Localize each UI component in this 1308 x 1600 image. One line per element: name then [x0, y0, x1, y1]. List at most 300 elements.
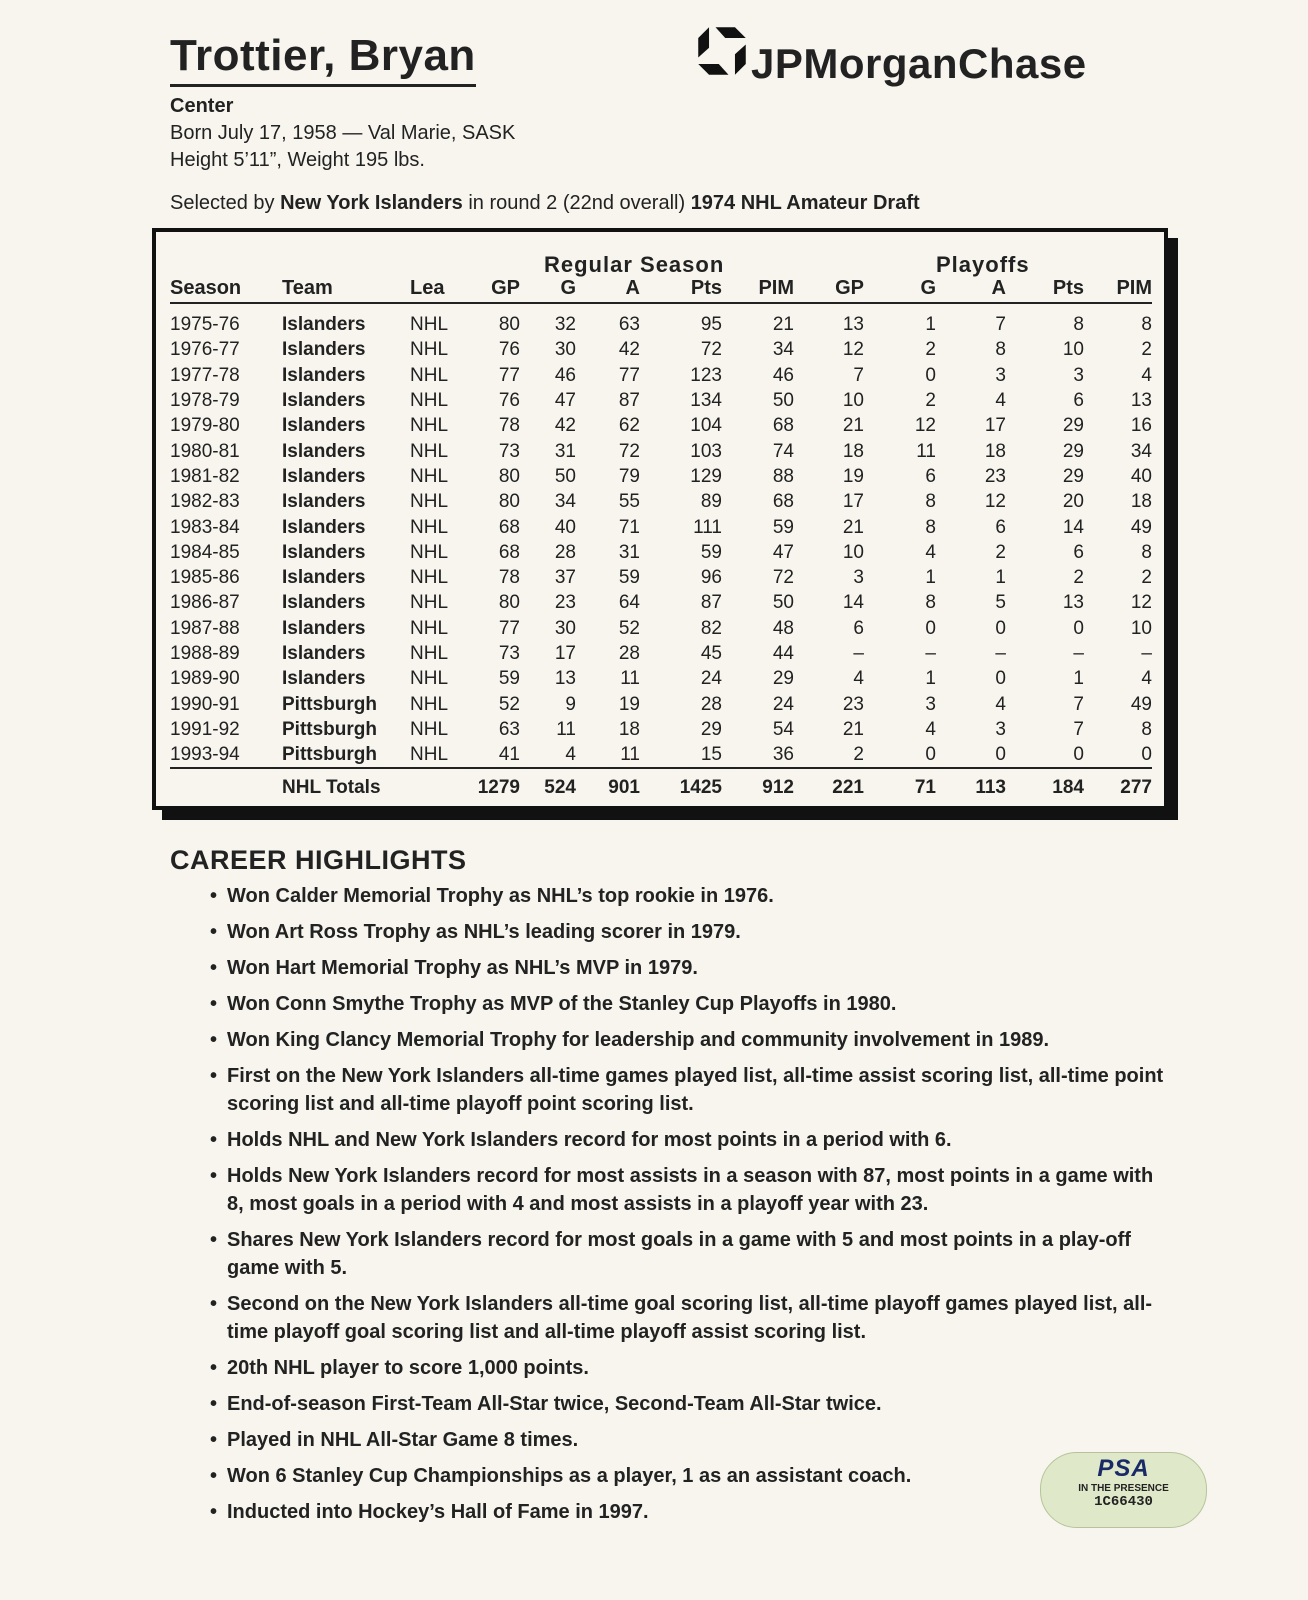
stats-cell: 29: [700, 718, 722, 740]
stats-col-header: Pts: [640, 274, 722, 303]
table-row: [170, 565, 1152, 590]
stats-cell: 13: [842, 314, 864, 336]
stats-cell: 87: [700, 592, 722, 614]
stats-cell: NHL: [410, 643, 449, 664]
stats-cell: 1979-80: [170, 415, 240, 437]
stats-cell: 24: [700, 668, 722, 690]
stats-cell: 23: [842, 693, 864, 715]
stats-cell: 1: [1073, 668, 1084, 690]
stats-cell: Islanders: [282, 643, 366, 664]
stats-cell: 95: [700, 314, 722, 336]
stats-cell: 23: [984, 465, 1006, 487]
psa-subtitle: IN THE PRESENCE: [1078, 1483, 1169, 1494]
stats-cell: 52: [498, 693, 520, 715]
stats-cell: 28: [618, 643, 640, 664]
stats-cell: NHL: [410, 440, 449, 462]
totals-cell: [410, 768, 468, 801]
stats-cell: 59: [498, 668, 520, 690]
stats-cell: 10: [1130, 617, 1152, 639]
stats-cell: 4: [565, 744, 576, 766]
totals-cell: 524: [520, 768, 576, 801]
stats-cell: 46: [554, 364, 576, 386]
totals-cell: 221: [794, 768, 864, 801]
totals-cell: 901: [576, 768, 640, 801]
stats-cell: 42: [618, 339, 640, 361]
stats-cell: 12: [914, 415, 936, 437]
stats-cell: 3: [1073, 364, 1084, 386]
stats-cell: NHL: [410, 541, 449, 563]
totals-cell: 71: [864, 768, 936, 801]
stats-cell: Pittsburgh: [282, 744, 377, 766]
stats-cell: 41: [498, 744, 520, 766]
stats-cell: 32: [554, 314, 576, 336]
stats-cell: 0: [995, 668, 1006, 690]
stats-cell: 1: [995, 567, 1006, 589]
stats-cell: 36: [772, 744, 794, 766]
stats-cell: 2: [1073, 567, 1084, 589]
stats-col-header: Team: [282, 274, 410, 303]
stats-cell: 4: [1141, 668, 1152, 690]
stats-cell: 37: [554, 567, 576, 589]
draft-info: [170, 192, 920, 215]
stats-cell: 29: [1062, 415, 1084, 437]
stats-cell: 76: [498, 339, 520, 361]
stats-cell: 77: [498, 364, 520, 386]
stats-cell: 89: [700, 491, 722, 513]
stats-cell: 13: [1062, 592, 1084, 614]
stats-cell: 8: [925, 592, 936, 614]
stats-cell: 0: [925, 617, 936, 639]
stats-cell: 21: [842, 415, 864, 437]
list-item: • Inducted into Hockey’s Hall of Fame in 1997.: [210, 1498, 1170, 1526]
stats-cell: 1993-94: [170, 744, 240, 766]
stats-cell: 6: [1073, 541, 1084, 563]
list-item: • 20th NHL player to score 1,000 points.: [210, 1354, 1170, 1382]
highlights-title: CAREER HIGHLIGHTS: [170, 845, 467, 875]
stats-col-header: Season: [170, 274, 282, 303]
draft-round: in round 2 (22nd overall): [468, 192, 686, 214]
stats-cell: 3: [995, 718, 1006, 740]
stats-cell: 0: [925, 744, 936, 766]
stats-cell: NHL: [410, 465, 449, 487]
stats-cell: 1: [925, 314, 936, 336]
totals-cell: NHL Totals: [282, 768, 410, 801]
stats-cell: 49: [1130, 693, 1152, 715]
stats-cell: Islanders: [282, 440, 366, 462]
stats-cell: Pittsburgh: [282, 693, 377, 715]
stats-cell: 11: [916, 440, 936, 462]
table-row: [170, 489, 1152, 514]
stats-cell: 8: [995, 339, 1006, 361]
stats-cell: 6: [995, 516, 1006, 538]
stats-panel: [152, 228, 1168, 810]
playoffs-heading: Playoffs: [936, 252, 1030, 277]
highlights-list: [210, 882, 1170, 1534]
stats-col-header: G: [864, 274, 936, 303]
list-item: • Played in NHL All-Star Game 8 times.: [210, 1426, 1170, 1454]
stats-cell: 68: [498, 516, 520, 538]
table-row: [170, 514, 1152, 539]
stats-cell: 72: [700, 339, 722, 361]
stats-col-header: PIM: [722, 274, 794, 303]
totals-cell: [170, 768, 282, 801]
stats-cell: 4: [1141, 364, 1152, 386]
stats-cell: NHL: [410, 592, 449, 614]
stats-cell: 18: [1130, 491, 1152, 513]
stats-cell: Islanders: [282, 364, 366, 386]
table-row: [170, 363, 1152, 388]
stats-cell: NHL: [410, 617, 449, 639]
list-item: • End-of-season First-Team All-Star twice, Second-Team All-Star twice.: [210, 1390, 1170, 1418]
list-item: • Won Calder Memorial Trophy as NHL’s top rookie in 1976.: [210, 882, 1170, 910]
stats-cell: 123: [690, 364, 722, 386]
stats-col-header: A: [936, 274, 1006, 303]
stats-cell: 29: [1062, 440, 1084, 462]
stats-cell: 63: [498, 718, 520, 740]
stats-cell: 16: [1130, 415, 1152, 437]
player-name: Trottier, Bryan: [170, 30, 476, 87]
list-item: • Won Art Ross Trophy as NHL’s leading scorer in 1979.: [210, 918, 1170, 946]
stats-cell: 87: [618, 390, 640, 412]
stats-cell: 79: [618, 465, 640, 487]
stats-cell: 19: [842, 465, 864, 487]
stats-cell: 78: [498, 567, 520, 589]
stats-cell: NHL: [410, 364, 449, 386]
stats-cell: 6: [853, 617, 864, 639]
stats-cell: 10: [842, 541, 864, 563]
stats-cell: 50: [772, 390, 794, 412]
stats-cell: 78: [498, 415, 520, 437]
stats-cell: –: [995, 643, 1006, 664]
stats-cell: 55: [618, 491, 640, 513]
totals-cell: 1279: [468, 768, 520, 801]
stats-cell: 72: [618, 440, 640, 462]
table-row: [170, 464, 1152, 489]
stats-cell: 8: [925, 491, 936, 513]
stats-cell: 2: [995, 541, 1006, 563]
table-row: [170, 413, 1152, 438]
stats-cell: 68: [772, 415, 794, 437]
stats-cell: Islanders: [282, 592, 366, 614]
psa-cert-number: 1C66430: [1094, 1494, 1153, 1510]
totals-cell: 1425: [640, 768, 722, 801]
draft-prefix: Selected by: [170, 192, 275, 214]
stats-cell: 11: [620, 744, 640, 766]
stats-cell: 28: [554, 541, 576, 563]
stats-cell: 3: [853, 567, 864, 589]
stats-cell: 68: [498, 541, 520, 563]
stats-cell: 3: [925, 693, 936, 715]
player-birth: Born July 17, 1958 — Val Marie, SASK: [170, 122, 516, 144]
totals-cell: 912: [722, 768, 794, 801]
stats-cell: 49: [1130, 516, 1152, 538]
player-bio: [170, 93, 515, 174]
stats-cell: 1: [925, 567, 936, 589]
stats-cell: 17: [842, 491, 864, 513]
stats-cell: 7: [1073, 718, 1084, 740]
stats-cell: 1: [925, 668, 936, 690]
stats-cell: 23: [554, 592, 576, 614]
stats-cell: –: [1073, 643, 1084, 664]
stats-cell: 1987-88: [170, 617, 240, 639]
table-row: [170, 438, 1152, 463]
stats-cell: 1981-82: [170, 465, 240, 487]
table-row: [170, 616, 1152, 641]
stats-cell: 11: [620, 668, 640, 690]
stats-cell: 54: [772, 718, 794, 740]
totals-row: [170, 768, 1152, 801]
stats-cell: 1985-86: [170, 567, 240, 589]
stats-cell: 10: [842, 390, 864, 412]
stats-cell: 18: [842, 440, 864, 462]
stats-cell: 12: [984, 491, 1006, 513]
stats-cell: 40: [1130, 465, 1152, 487]
stats-cell: 21: [842, 516, 864, 538]
list-item: • First on the New York Islanders all-time games played list, all-time assist scoring list, all-time point scoring list and all-time playoff point scoring list.: [210, 1062, 1170, 1118]
table-row: [170, 337, 1152, 362]
stats-cell: 80: [498, 465, 520, 487]
stats-cell: 1982-83: [170, 491, 240, 513]
stats-cell: 44: [772, 643, 794, 664]
stats-col-header: PIM: [1084, 274, 1152, 303]
stats-cell: –: [853, 643, 864, 664]
stats-cell: 59: [772, 516, 794, 538]
stats-cell: 1975-76: [170, 314, 240, 336]
stats-cell: 8: [925, 516, 936, 538]
stats-col-header: A: [576, 274, 640, 303]
table-row: [170, 590, 1152, 615]
stats-cell: 0: [1073, 617, 1084, 639]
stats-cell: 0: [925, 364, 936, 386]
stats-cell: Islanders: [282, 668, 366, 690]
stats-cell: 45: [700, 643, 722, 664]
stats-col-header: G: [520, 274, 576, 303]
stats-cell: 1976-77: [170, 339, 240, 361]
stats-cell: 1991-92: [170, 718, 240, 740]
stats-cell: 40: [554, 516, 576, 538]
stats-cell: 7: [995, 314, 1006, 336]
stats-cell: 1988-89: [170, 643, 240, 664]
stats-cell: NHL: [410, 668, 449, 690]
stats-cell: 31: [554, 440, 576, 462]
stats-cell: 7: [853, 364, 864, 386]
stats-cell: 1980-81: [170, 440, 240, 462]
stats-cell: 1977-78: [170, 364, 240, 386]
draft-team: New York Islanders: [280, 192, 463, 214]
stats-cell: 17: [984, 415, 1006, 437]
stats-cell: 59: [618, 567, 640, 589]
stats-cell: 0: [1141, 744, 1152, 766]
stats-cell: NHL: [410, 744, 449, 766]
stats-cell: 9: [565, 693, 576, 715]
stats-cell: 73: [498, 643, 520, 664]
table-row: [170, 742, 1152, 768]
list-item: • Won Hart Memorial Trophy as NHL’s MVP in 1979.: [210, 954, 1170, 982]
table-row: [170, 666, 1152, 691]
stats-cell: 1990-91: [170, 693, 240, 715]
stats-cell: 30: [554, 617, 576, 639]
stats-col-header: Pts: [1006, 274, 1084, 303]
totals-cell: 184: [1006, 768, 1084, 801]
stats-col-header: GP: [794, 274, 864, 303]
stats-cell: Islanders: [282, 465, 366, 487]
stats-cell: 20: [1062, 491, 1084, 513]
stats-cell: 2: [925, 390, 936, 412]
stats-cell: 24: [772, 693, 794, 715]
stats-cell: 47: [772, 541, 794, 563]
stats-cell: Islanders: [282, 491, 366, 513]
stats-cell: 88: [772, 465, 794, 487]
stats-col-header: GP: [468, 274, 520, 303]
stats-cell: 96: [700, 567, 722, 589]
stats-cell: NHL: [410, 314, 449, 336]
stats-cell: 111: [693, 516, 722, 538]
stats-cell: 63: [618, 314, 640, 336]
list-item: • Won Conn Smythe Trophy as MVP of the Stanley Cup Playoffs in 1980.: [210, 990, 1170, 1018]
stats-cell: NHL: [410, 415, 449, 437]
stats-cell: 80: [498, 592, 520, 614]
stats-cell: 50: [772, 592, 794, 614]
stats-cell: 2: [1141, 339, 1152, 361]
stats-cell: 30: [554, 339, 576, 361]
stats-cell: NHL: [410, 693, 449, 715]
stats-cell: 12: [842, 339, 864, 361]
stats-cell: Islanders: [282, 567, 366, 589]
stats-cell: –: [1141, 643, 1152, 664]
stats-cell: 8: [1141, 541, 1152, 563]
sponsor-logo: [695, 24, 1087, 87]
stats-cell: 31: [618, 541, 640, 563]
stats-cell: 6: [925, 465, 936, 487]
stats-cell: NHL: [410, 491, 449, 513]
stats-cell: 103: [690, 440, 722, 462]
stats-cell: 48: [772, 617, 794, 639]
stats-body: [170, 303, 1152, 801]
stats-cell: 52: [618, 617, 640, 639]
stats-cell: 80: [498, 314, 520, 336]
stats-cell: 77: [498, 617, 520, 639]
stats-cell: 8: [1141, 314, 1152, 336]
stats-cell: 59: [700, 541, 722, 563]
list-item: • Shares New York Islanders record for most goals in a game with 5 and most points in a play-off game with 5.: [210, 1226, 1170, 1282]
table-row: [170, 691, 1152, 716]
stats-box: [152, 228, 1168, 810]
stats-cell: 4: [995, 390, 1006, 412]
stats-cell: 34: [554, 491, 576, 513]
stats-cell: 71: [618, 516, 640, 538]
table-row: [170, 717, 1152, 742]
octagon-logo-icon: [695, 24, 749, 78]
sponsor-name: JPMorganChase: [751, 40, 1087, 87]
stats-cell: NHL: [410, 339, 449, 361]
stats-cell: 1989-90: [170, 668, 240, 690]
stats-cell: 74: [772, 440, 794, 462]
stats-cell: 12: [1130, 592, 1152, 614]
stats-cell: 80: [498, 491, 520, 513]
stats-cell: 134: [690, 390, 722, 412]
stats-cell: 4: [995, 693, 1006, 715]
list-item: • Second on the New York Islanders all-time goal scoring list, all-time playoff games played list, all-time playoff goal scoring list and all-time playoff assist scoring list.: [210, 1290, 1170, 1346]
stats-cell: Pittsburgh: [282, 718, 377, 740]
regular-season-heading: Regular Season: [544, 252, 725, 277]
stats-cell: 14: [842, 592, 864, 614]
stats-cell: 50: [554, 465, 576, 487]
stats-cell: 2: [1141, 567, 1152, 589]
totals-cell: 277: [1084, 768, 1152, 801]
player-size: Height 5’11”, Weight 195 lbs.: [170, 149, 425, 171]
stats-cell: Islanders: [282, 541, 366, 563]
stats-cell: 18: [984, 440, 1006, 462]
stats-cell: 4: [853, 668, 864, 690]
stats-cell: 11: [556, 718, 576, 740]
stats-cell: 0: [995, 744, 1006, 766]
stats-cell: 77: [618, 364, 640, 386]
stats-cell: Islanders: [282, 314, 366, 336]
stats-cell: 129: [690, 465, 722, 487]
stats-header-row: [170, 274, 1152, 303]
stats-cell: 46: [772, 364, 794, 386]
stats-cell: 34: [1130, 440, 1152, 462]
stats-cell: 3: [995, 364, 1006, 386]
stats-cell: 4: [925, 541, 936, 563]
stats-cell: 62: [618, 415, 640, 437]
stats-cell: 64: [618, 592, 640, 614]
stats-cell: 1978-79: [170, 390, 240, 412]
stats-table: [170, 274, 1152, 801]
stats-cell: Islanders: [282, 415, 366, 437]
stats-cell: 104: [690, 415, 722, 437]
stats-cell: Islanders: [282, 390, 366, 412]
stats-cell: 73: [498, 440, 520, 462]
stats-cell: 8: [1073, 314, 1084, 336]
stats-cell: 15: [700, 744, 722, 766]
stats-cell: 7: [1073, 693, 1084, 715]
stats-cell: 6: [1073, 390, 1084, 412]
table-row: [170, 303, 1152, 337]
stats-col-header: Lea: [410, 274, 468, 303]
stats-cell: 13: [554, 668, 576, 690]
stats-cell: 82: [700, 617, 722, 639]
stats-cell: 21: [842, 718, 864, 740]
draft-event: 1974 NHL Amateur Draft: [690, 192, 920, 214]
stats-cell: –: [925, 643, 936, 664]
stats-cell: 19: [618, 693, 640, 715]
list-item: • Won King Clancy Memorial Trophy for leadership and community involvement in 1989.: [210, 1026, 1170, 1054]
stats-cell: 8: [1141, 718, 1152, 740]
stats-cell: NHL: [410, 390, 449, 412]
totals-cell: 113: [936, 768, 1006, 801]
stats-cell: NHL: [410, 516, 449, 538]
stats-cell: 18: [618, 718, 640, 740]
stats-cell: 5: [995, 592, 1006, 614]
stats-cell: 68: [772, 491, 794, 513]
table-row: [170, 641, 1152, 666]
stats-cell: 1986-87: [170, 592, 240, 614]
stats-cell: 29: [1062, 465, 1084, 487]
stats-cell: 34: [772, 339, 794, 361]
table-row: [170, 540, 1152, 565]
stats-cell: 76: [498, 390, 520, 412]
stats-cell: 42: [554, 415, 576, 437]
stats-cell: 47: [554, 390, 576, 412]
psa-sticker: [1040, 1452, 1207, 1528]
stats-cell: 21: [772, 314, 794, 336]
list-item: • Holds NHL and New York Islanders record for most points in a period with 6.: [210, 1126, 1170, 1154]
stats-cell: 29: [772, 668, 794, 690]
stats-cell: 1983-84: [170, 516, 240, 538]
stats-cell: Islanders: [282, 516, 366, 538]
stats-cell: 1984-85: [170, 541, 240, 563]
